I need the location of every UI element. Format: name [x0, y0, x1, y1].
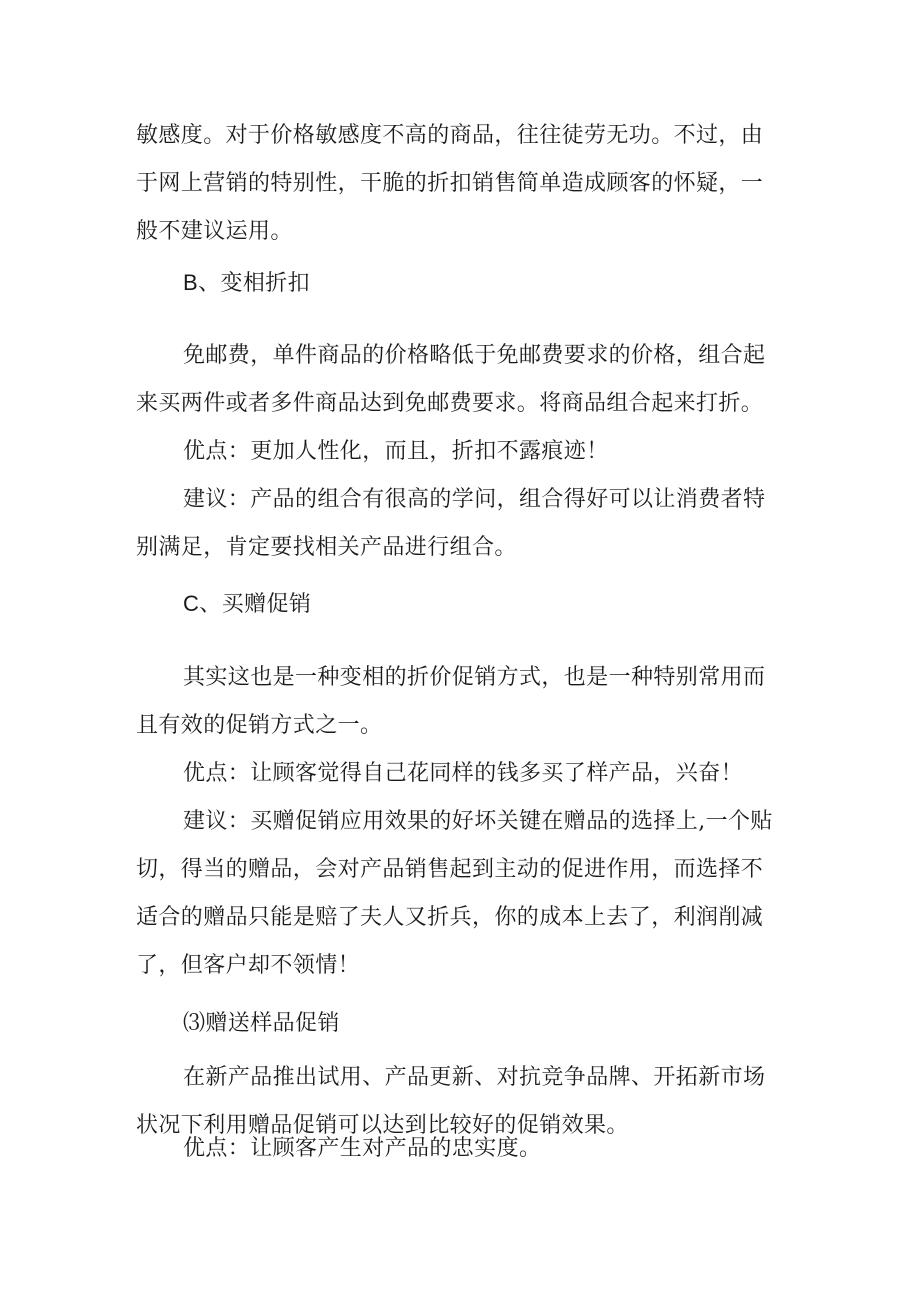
text-line: 状况下利用赠品促销可以达到比较好的促销效果。: [136, 1113, 629, 1138]
paragraph-price-sensitivity: [136, 112, 796, 256]
text-line: 般不建议运用。: [136, 219, 293, 244]
section-heading: ⑶赠送样品促销: [183, 1011, 340, 1036]
heading-c-buy-gift: [136, 580, 796, 628]
paragraph-suggestion-b: [136, 476, 796, 572]
paragraph-suggestion-c: [136, 798, 796, 990]
text-line: 优点：让顾客产生对产品的忠实度。: [183, 1136, 542, 1161]
paragraph-buy-gift-intro: [136, 654, 796, 750]
paragraph-advantage-c: [136, 750, 796, 798]
section-heading: C、买赠促销: [183, 591, 312, 616]
text-line: 优点：更加人性化，而且，折扣不露痕迹！: [183, 439, 609, 464]
text-line: 适合的赠品只能是赔了夫人又折兵，你的成本上去了，利润削减: [136, 905, 764, 930]
text-line: 在新产品推出试用、产品更新、对抗竞争品牌、开拓新市场: [183, 1065, 766, 1090]
text-line: 敏感度。对于价格敏感度不高的商品，往往徒劳无功。不过，由: [136, 123, 764, 148]
text-line: 来买两件或者多件商品达到免邮费要求。将商品组合起来打折。: [136, 391, 764, 416]
text-line: 建议：买赠促销应用效果的好坏关键在赠品的选择上,一个贴: [183, 809, 773, 834]
text-line: 其实这也是一种变相的折价促销方式，也是一种特别常用而: [183, 665, 766, 690]
paragraph-advantage-3: [136, 1125, 796, 1173]
text-line: 且有效的促销方式之一。: [136, 713, 383, 738]
heading-b-disguised-discount: [136, 259, 796, 307]
text-line: 优点：让顾客觉得自己花同样的钱多买了样产品，兴奋！: [183, 761, 744, 786]
paragraph-advantage-b: [136, 428, 796, 476]
text-line: 建议：产品的组合有很高的学问，组合得好可以让消费者特: [183, 487, 766, 512]
paragraph-free-shipping: [136, 332, 796, 428]
text-line: 切，得当的赠品，会对产品销售起到主动的促进作用，而选择不: [136, 857, 764, 882]
heading-3-sample-gift: [136, 1000, 796, 1048]
section-heading: B、变相折扣: [183, 270, 311, 295]
text-line: 于网上营销的特别性，干脆的折扣销售简单造成顾客的怀疑，一: [136, 171, 764, 196]
text-line: 免邮费，单件商品的价格略低于免邮费要求的价格，组合起: [183, 343, 766, 368]
text-line: 了，但客户却不领情！: [136, 953, 361, 978]
text-line: 别满足，肯定要找相关产品进行组合。: [136, 535, 517, 560]
